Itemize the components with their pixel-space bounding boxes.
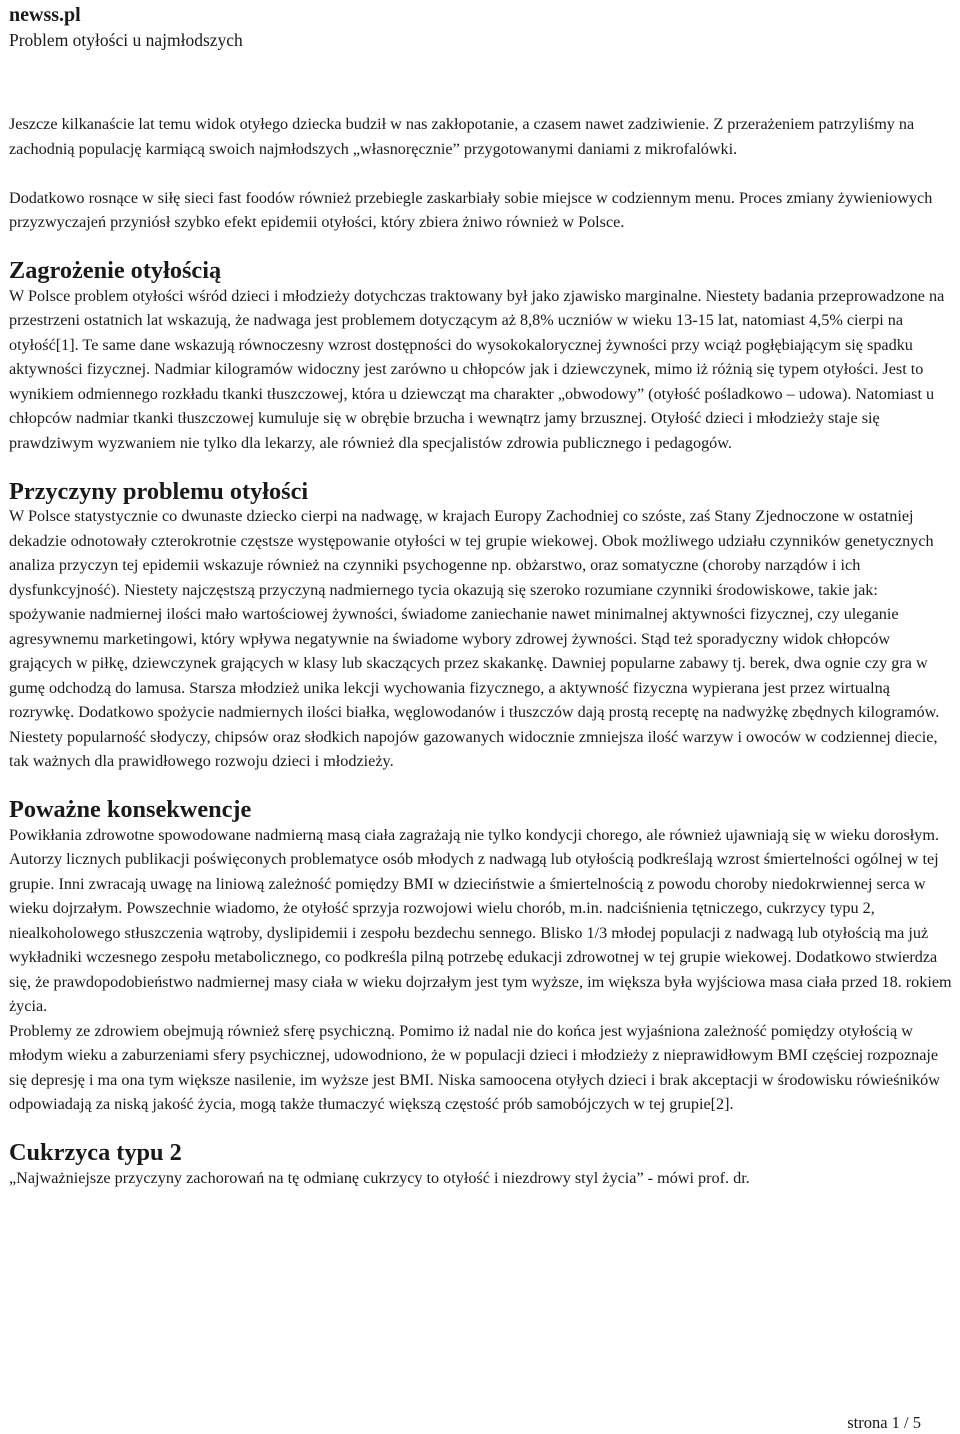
section-paragraph: Powikłania zdrowotne spowodowane nadmierną masą ciała zagrażają nie tylko kondycji chorego, ale również ujawniają się w wieku dorosłym. Autorzy licznych publikacji poświęconych problematyce osób młodych z nadwagą lub otyłością podkreślają wzrost śmiertelności ogólnej w tej grupie. Inni zwracają uwagę na liniową zależność pomiędzy BMI w dzieciństwie a śmiertelnością z powodu choroby niedokrwiennej serca w wieku dojrzałym. Powszechnie wiadomo, że otyłość sprzyja rozwojowi wielu chorób, m.in. nadciśnienia tętniczego, cukrzycy typu 2, niealkoholowego stłuszczenia wątroby, dyslipidemii i zespołu bezdechu sennego. Blisko 1/3 młodej populacji z nadwagą lub otyłością ma już wykładniki wczesnego zespołu metabolicznego, co podkreśla pilną potrzebę edukacji zdrowotnej w tej grupie wiekowej. Dodatkowo stwierdza się, że prawdopodobieństwo nadmiernej masy ciała w wieku dojrzałym jest tym wyższe, im większa była wyjściowa masa ciała przed 18. rokiem życia.	[9, 825, 952, 1015]
intro-paragraph-1: Jeszcze kilkanaście lat temu widok otyłego dziecka budził w nas zakłopotanie, a czasem nawet zadziwienie. Z przerażeniem patrzyliśmy na zachodnią populację karmiącą swoich najmłodszych „własnoręcznie” przygotowanymi daniami z mikrofalówki.	[9, 115, 915, 158]
section-heading: Poważne konsekwencje	[9, 796, 252, 823]
section-zagrozenie	[9, 259, 954, 455]
section-konsekwencje	[9, 798, 954, 1117]
section-cukrzyca	[9, 1141, 954, 1190]
site-name: newss.pl	[9, 4, 81, 26]
page-header	[9, 0, 949, 52]
page-indicator: strona 1 / 5	[847, 1413, 921, 1432]
section-heading: Cukrzyca typu 2	[9, 1139, 182, 1166]
section-heading: Zagrożenie otyłością	[9, 257, 222, 284]
section-paragraph: W Polsce problem otyłości wśród dzieci i młodzieży dotychczas traktowany był jako zjawisko marginalne. Niestety badania przeprowadzone na przestrzeni ostatnich lat wskazują, że nadwaga jest problemem dotyczącym aż 8,8% uczniów w wieku 13-15 lat, natomiast 4,5% cierpi na otyłość[1]. Te same dane wskazują równoczesny wzrost dostępności do wysokokalorycznej żywności przy wciąż pogłębiającym się spadku aktywności fizycznej. Nadmiar kilogramów widoczny jest zarówno u chłopców jak i dziewczynek, mimo iż różnią się typem otyłości. Jest to wynikiem odmiennego rozkładu tkanki tłuszczowej, która u dziewcząt ma charakter „obwodowy” (otyłość pośladkowo – udowa). Natomiast u chłopców nadmiar tkanki tłuszczowej kumuluje się w obrębie brzucha i wewnątrz jamy brzusznej. Otyłość dzieci i młodzieży staje się prawdziwym wyzwaniem nie tylko dla lekarzy, ale również dla specjalistów zdrowia publicznego i pedagogów.	[9, 286, 945, 452]
section-paragraph: Problemy ze zdrowiem obejmują również sferę psychiczną. Pomimo iż nadal nie do końca jest wyjaśniona zależność pomiędzy otyłością w młodym wieku a zaburzeniami sfery psychicznej, udowodniono, że w populacji dzieci i młodzieży z nieprawidłowym BMI częściej rozpoznaje się depresję i ma ona tym większe nasilenie, im wyższe jest BMI. Niska samoocena otyłych dzieci i brak akceptacji w środowisku rówieśników odpowiadają za niską jakość życia, mogą także tłumaczyć większą częstość prób samobójczych w tej grupie[2].	[9, 1021, 940, 1113]
section-przyczyny	[9, 477, 954, 774]
article-title: Problem otyłości u najmłodszych	[9, 30, 243, 50]
intro-paragraph-2: Dodatkowo rosnące w siłę sieci fast foodów również przebiegle zaskarbiały sobie miejsce w codziennym menu. Proces zmiany żywieniowych przyzwyczajeń przyniósł szybko efekt epidemii otyłości, który zbiera żniwo również w Polsce.	[9, 188, 933, 231]
article-body	[9, 112, 954, 1190]
section-paragraph: W Polsce statystycznie co dwunaste dziecko cierpi na nadwagę, w krajach Europy Zachodniej co szóste, zaś Stany Zjednoczone w ostatniej dekadzie odnotowały czterokrotnie częstsze występowanie otyłości w tej grupie wiekowej. Obok możliwego udziału czynników genetycznych analiza przyczyn tej epidemii wskazuje również na czynniki psychogenne np. obżarstwo, oraz somatyczne (choroby narządów i ich dysfunkcyjność). Niestety najczęstszą przyczyną nadmiernego tycia okazują się szeroko rozumiane czynniki środowiskowe, takie jak: spożywanie nadmiernej ilości mało wartościowej żywności, świadome zaniechanie nawet minimalnej aktywności fizycznej, czy uleganie agresywnemu marketingowi, który wpływa negatywnie na świadome wybory zdrowej żywności. Stąd też sporadyczny widok chłopców grających w piłkę, dziewczynek grających w klasy lub skaczących przez skakankę. Dawniej popularne zabawy tj. berek, dwa ognie czy gra w gumę odchodzą do lamusa. Starsza młodzież unika lekcji wychowania fizycznego, a aktywność fizyczna wypierana jest przez wirtualną rozrywkę. Dodatkowo spożycie nadmiernych ilości białka, węglowodanów i tłuszczów dają prostą receptę na nadwyżkę zbędnych kilogramów. Niestety popularność słodyczy, chipsów oraz słodkich napojów gazowanych widocznie zmniejsza ilość warzyw i owoców w codziennej diecie, tak ważnych dla prawidłowego rozwoju dzieci i młodzieży.	[9, 507, 940, 770]
section-paragraph: „Najważniejsze przyczyny zachorowań na tę odmianę cukrzycy to otyłość i niezdrowy styl życia” - mówi prof. dr.	[9, 1168, 750, 1187]
section-heading: Przyczyny problemu otyłości	[9, 477, 309, 505]
